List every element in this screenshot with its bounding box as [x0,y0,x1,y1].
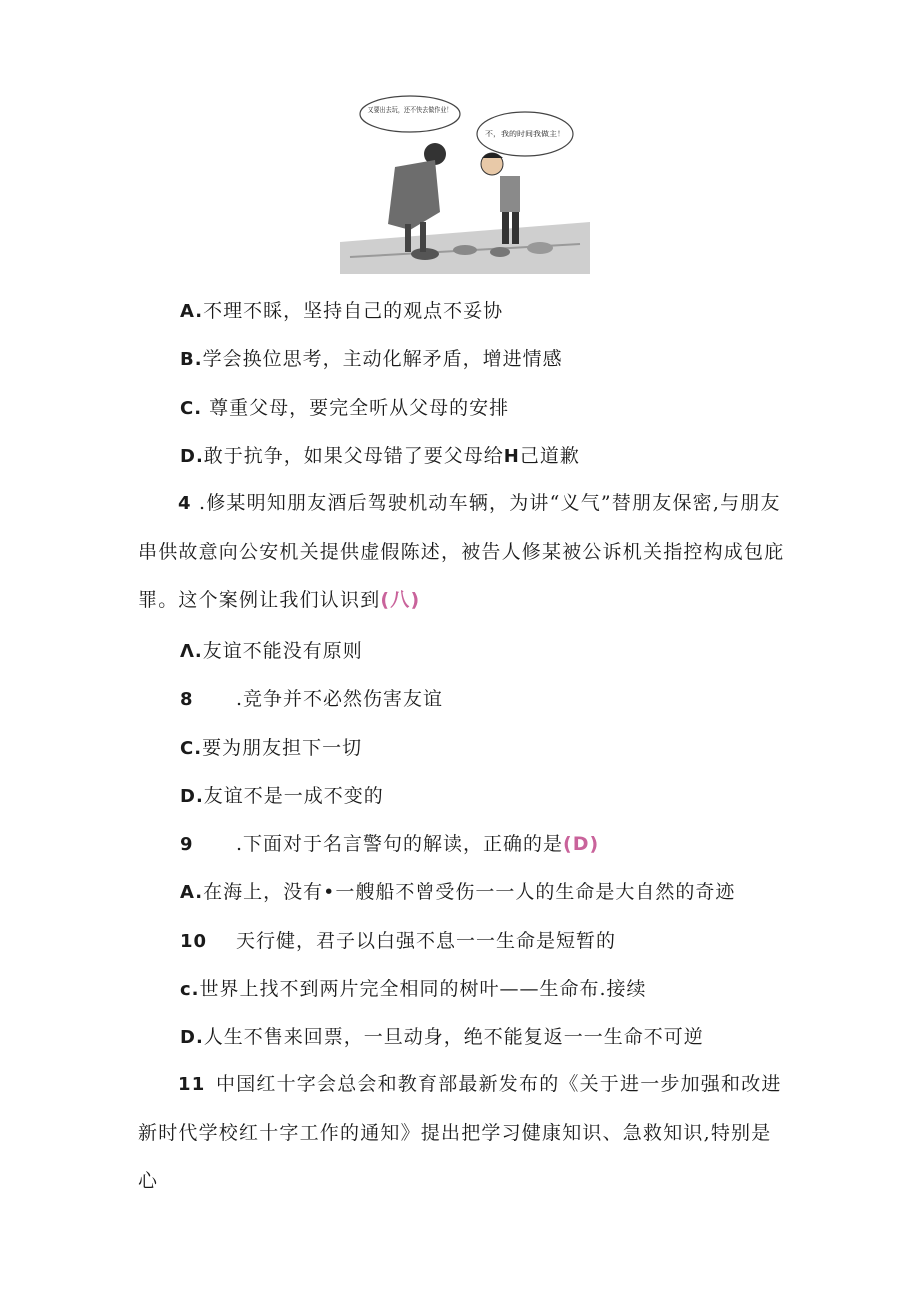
q5-option-a: A.在海上，没有•一艘船不曾受伤一一人的生命是大自然的奇迹 [180,881,736,903]
bubble-right-text: 不，我的时间我做主！ [485,130,555,138]
q5-option-c: c.世界上找不到两片完全相同的树叶——生命布.接续 [180,978,647,1000]
q3-option-c: C. 尊重父母，要完全听从父母的安排 [180,397,510,419]
question-6: 11 中国红十字会总会和教育部最新发布的《关于进一步加强和改进新时代学校红十字工作的通知》提出把学习健康知识、急救知识,特别是心 [138,1073,782,1192]
q5-option-d: D.人生不售来回票，一旦动身，绝不能复返一一生命不可逆 [180,1026,704,1048]
q4-option-b: 8 .竞争并不必然伤害友谊 [180,688,444,710]
answer-4: (八) [380,589,421,611]
q3-option-d: D.敢于抗争，如果父母错了要父母给H己道歉 [180,445,580,467]
q4-option-d: D.友谊不是一成不变的 [180,785,384,807]
answer-5: (D) [563,833,600,855]
q4-option-c: C.要为朋友担下一切 [180,737,363,759]
question-5: 9 .下面对于名言警句的解读，正确的是(D) [180,833,600,855]
q5-option-b: 10 天行健，君子以白强不息一一生命是短暂的 [180,930,617,952]
question-4: 4 .修某明知朋友酒后驾驶机动车辆，为讲“义气”替朋友保密,与朋友串供故意向公安机关提供虚假陈述，被告人修某被公诉机关指控构成包庇罪。这个案例让我们认识到(八) [138,492,785,611]
q3-option-b: B.学会换位思考，主动化解矛盾，增进情感 [180,348,563,370]
q4-option-a: Λ.友谊不能没有原则 [180,640,363,662]
q3-option-a: A.不理不睬，坚持自己的观点不妥协 [180,300,504,322]
cartoon-illustration [340,92,590,274]
bubble-left-text: 又要出去玩，还不快去做作业！ [367,106,466,114]
